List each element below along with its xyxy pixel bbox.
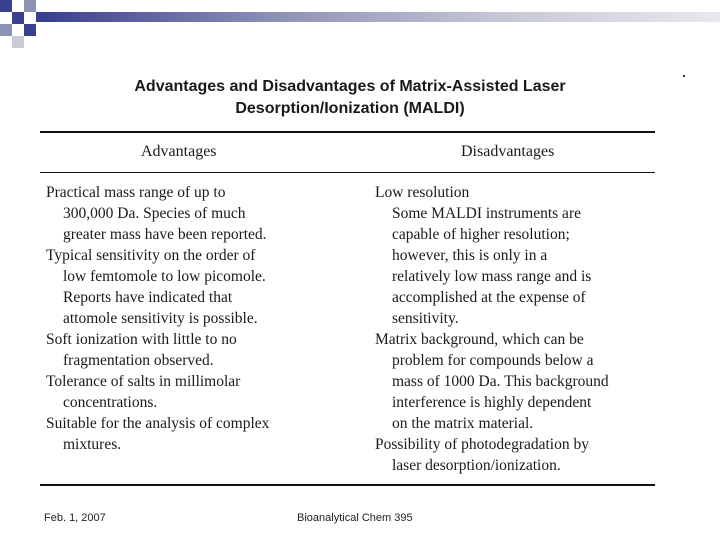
deco-square xyxy=(24,0,36,12)
deco-square xyxy=(12,36,24,48)
disadvantage-line: relatively low mass range and is xyxy=(392,268,592,285)
table-header-rule xyxy=(40,172,655,173)
advantage-line: mixtures. xyxy=(63,436,122,453)
table-title-line: Advantages and Disadvantages of Matrix-Assisted Laser xyxy=(134,78,566,95)
disadvantage-line: sensitivity. xyxy=(392,310,459,327)
disadvantage-line: however, this is only in a xyxy=(392,247,548,264)
disadvantage-line: problem for compounds below a xyxy=(392,352,594,369)
deco-square xyxy=(24,24,36,36)
deco-square xyxy=(0,0,12,12)
advantage-line: Tolerance of salts in millimolar xyxy=(46,373,241,390)
disadvantage-line: Low resolution xyxy=(375,184,470,201)
table-top-rule xyxy=(40,131,655,133)
advantage-line: attomole sensitivity is possible. xyxy=(63,310,258,327)
advantage-line: low femtomole to low picomole. xyxy=(63,268,266,285)
column-header-advantages: Advantages xyxy=(141,143,217,160)
disadvantage-line: capable of higher resolution; xyxy=(392,226,570,243)
disadvantage-line: mass of 1000 Da. This background xyxy=(392,373,609,390)
disadvantage-line: accomplished at the expense of xyxy=(392,289,586,306)
disadvantages-column xyxy=(375,182,665,476)
scan-artifact-dot xyxy=(683,75,685,77)
column-header-disadvantages: Disadvantages xyxy=(461,143,555,160)
deco-square xyxy=(12,12,24,24)
footer-course-title: Bioanalytical Chem 395 xyxy=(297,512,413,524)
table-bottom-rule xyxy=(40,484,655,486)
advantage-line: Typical sensitivity on the order of xyxy=(46,247,256,264)
advantage-line: Practical mass range of up to xyxy=(46,184,226,201)
slide-decoration xyxy=(0,0,720,50)
disadvantage-line: laser desorption/ionization. xyxy=(392,457,561,474)
advantage-line: Soft ionization with little to no xyxy=(46,331,237,348)
disadvantage-line: Matrix background, which can be xyxy=(375,331,584,348)
deco-gradient-bar xyxy=(42,12,720,22)
disadvantage-line: Some MALDI instruments are xyxy=(392,205,581,222)
advantage-line: fragmentation observed. xyxy=(63,352,214,369)
advantage-line: greater mass have been reported. xyxy=(63,226,267,243)
table-title-line: Desorption/Ionization (MALDI) xyxy=(235,100,465,117)
advantage-line: 300,000 Da. Species of much xyxy=(63,205,246,222)
disadvantage-line: on the matrix material. xyxy=(392,415,534,432)
table-title xyxy=(80,76,620,120)
advantage-line: Suitable for the analysis of complex xyxy=(46,415,270,432)
advantages-column xyxy=(46,182,346,455)
disadvantage-line: Possibility of photodegradation by xyxy=(375,436,589,453)
disadvantage-line: interference is highly dependent xyxy=(392,394,592,411)
footer-date: Feb. 1, 2007 xyxy=(44,512,106,524)
advantage-line: concentrations. xyxy=(63,394,158,411)
deco-square xyxy=(0,24,12,36)
advantage-line: Reports have indicated that xyxy=(63,289,233,306)
